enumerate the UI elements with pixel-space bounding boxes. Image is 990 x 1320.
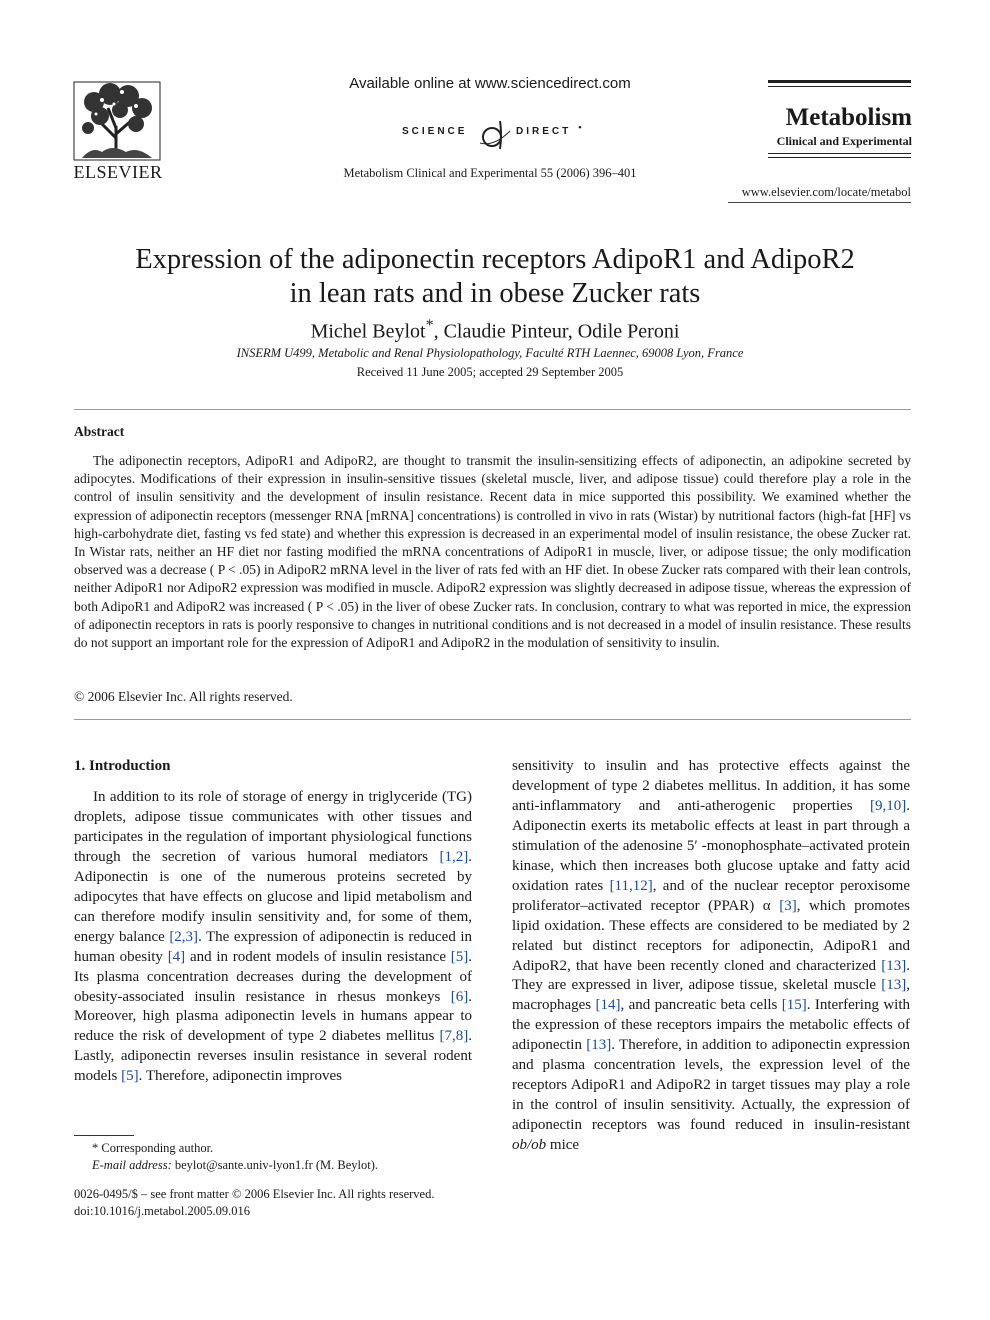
author-list <box>60 317 930 344</box>
article-title-line-1: Expression of the adiponectin receptors AdipoR1 and AdipoR2 <box>135 244 855 275</box>
citation-link[interactable]: [15] <box>781 997 807 1014</box>
publisher-name: ELSEVIER <box>73 162 163 182</box>
footnote-corresponding-author: * Corresponding author. <box>92 1141 214 1155</box>
header-divider <box>728 202 911 203</box>
italic-term: ob/ob <box>512 1137 547 1154</box>
abstract-heading: Abstract <box>74 424 125 439</box>
sciencedirect-asterisk-icon: • <box>578 122 582 134</box>
citation-link[interactable]: [2,3] <box>169 928 199 945</box>
journal-title: Metabolism <box>785 104 912 131</box>
introduction-paragraph-right: sensitivity to insulin and has protective effects against the development of type 2 diabetes mellitus. In addition, it has some anti-inflammatory and anti-atherogenic properties [9,10]. Adiponectin exerts its metabolic effects at least in part through a stimulation of the adenosine 5′ -monophosphate–activated protein kinase, which then increases both glucose uptake and fatty acid oxidation rates [11,12], and of the nuclear receptor peroxisome proliferator–activated receptor (PPAR) α [3], which promotes lipid oxidation. These effects are considered to be mediated by 2 related but distinct receptors for adiponectin, AdipoR1 and AdipoR2, that have been recently cloned and characterized [13]. They are expressed in liver, adipose tissue, skeletal muscle [13], macrophages [14], and pancreatic beta cells [15]. Interfering with the expression of these receptors impairs the metabolic effects of adiponectin [13]. Therefore, in addition to adiponectin expression and plasma concentration levels, the expression level of the receptors AdipoR1 and AdipoR2 in target tissues may play a role in the control of insulin sensitivity. Actually, the expression of adiponectin receptors was found reduced in insulin-resistant ob/ob mice <box>512 758 911 1154</box>
sciencedirect-d-icon <box>476 115 512 151</box>
sciencedirect-word-right: DIRECT <box>516 126 572 137</box>
citation-link[interactable]: [5] <box>121 1068 139 1085</box>
masthead-rule <box>768 80 911 83</box>
received-dates: Received 11 June 2005; accepted 29 September 2005 <box>356 365 624 379</box>
article-title-line-2: in lean rats and in obese Zucker rats <box>289 278 701 309</box>
citation-link[interactable]: [5] <box>450 948 469 965</box>
email-address-link[interactable]: beylot@sante.univ-lyon1.fr (M. Beylot). <box>171 1158 379 1172</box>
journal-url-link[interactable]: www.elsevier.com/locate/metabol <box>741 185 911 199</box>
footnote-rule <box>74 1135 134 1136</box>
section-heading-introduction: 1. Introduction <box>74 758 171 774</box>
corresponding-author-mark[interactable]: * <box>425 317 434 334</box>
abstract-bottom-rule <box>74 719 911 720</box>
abstract-copyright: © 2006 Elsevier Inc. All rights reserved. <box>74 689 293 704</box>
sciencedirect-logo <box>330 113 660 153</box>
issn-line: 0026-0495/$ – see front matter © 2006 Elsevier Inc. All rights reserved. <box>74 1187 435 1201</box>
citation-link[interactable]: [9,10] <box>870 797 907 814</box>
affiliation: INSERM U499, Metabolic and Renal Physiolopathology, Faculté RTH Laennec, 69008 Lyon, France <box>236 346 744 360</box>
email-label: E-mail address: <box>92 1158 172 1172</box>
citation-link[interactable]: [11,12] <box>609 877 653 894</box>
citation-link[interactable]: [13] <box>586 1037 612 1054</box>
author-primary: Michel Beylot <box>310 320 426 343</box>
masthead-rule <box>768 86 911 87</box>
author-others: , Claudie Pinteur, Odile Peroni <box>433 320 680 343</box>
citation-link[interactable]: [3] <box>779 897 797 914</box>
journal-citation: Metabolism Clinical and Experimental 55 (2006) 396–401 <box>343 166 637 180</box>
sciencedirect-word-left: SCIENCE <box>402 126 468 137</box>
citation-link[interactable]: [13] <box>881 977 907 994</box>
citation-link[interactable]: [6] <box>450 988 469 1005</box>
citation-link[interactable]: [13] <box>881 957 907 974</box>
abstract-text: The adiponectin receptors, AdipoR1 and AdipoR2, are thought to transmit the insulin-sensitizing effects of adiponectin, an adipokine secreted by adipocytes. Modifications of their expression in insulin-sensitive tissues (skeletal muscle, liver, and adipose tissue) could therefore play a role in the control of insulin sensitivity and the development of insulin resistance. Recent data in mice supported this possibility. We examined whether the expression of adiponectin receptors (messenger RNA [mRNA] concentrations) is controlled in vivo in rats (Wistar) by nutritional factors (high-fat [HF] vs high-carbohydrate diet, fasting vs fed state) and whether this expression is decreased in an experimental model of insulin resistance, the obese Zucker rat. In Wistar rats, neither an HF diet nor fasting modified the mRNA concentrations of AdipoR1 in muscle, liver, or adipose tissue; the only modification observed was a decrease ( P < .05) in AdipoR2 mRNA level in the liver of rats fed with an HF diet. In obese Zucker rats compared with their lean controls, neither AdipoR1 nor AdipoR2 expression was modified in muscle. AdipoR2 expression was slightly decreased in adipose tissue, whereas the expression of both AdipoR1 and AdipoR2 was increased ( P < .05) in the liver of obese Zucker rats. In conclusion, contrary to what was reported in mice, the expression of adiponectin receptors in rats is poorly responsive to changes in nutritional conditions and is not decreased in a model of insulin resistance. These results do not support an important role for the expression of AdipoR1 and AdipoR2 in the modulation of sensitivity to insulin. <box>74 453 911 651</box>
footnote-email <box>92 1158 378 1173</box>
introduction-paragraph-left: In addition to its role of storage of energy in triglyceride (TG) droplets, adipose tissue communicates with other tissues and participates in the regulation of important physiological functions through the secretion of various humoral mediators [1,2]. Adiponectin is one of the numerous proteins secreted by adipocytes that have effects on glucose and lipid metabolism and can therefore modify insulin sensitivity and, for some of them, energy balance [2,3]. The expression of adiponectin is reduced in human obesity [4] and in rodent models of insulin resistance [5]. Its plasma concentration decreases during the development of obesity-associated insulin resistance in rhesus monkeys [6]. Moreover, high plasma adiponectin levels in humans appear to reduce the risk of development of type 2 diabetes mellitus [7,8]. Lastly, adiponectin reverses insulin resistance in several rodent models [5]. Therefore, adiponectin improves <box>74 789 472 1085</box>
doi-link[interactable]: doi:10.1016/j.metabol.2005.09.016 <box>74 1204 251 1218</box>
journal-subtitle: Clinical and Experimental <box>776 134 912 148</box>
abstract-top-rule <box>74 409 911 410</box>
citation-link[interactable]: [7,8] <box>439 1028 469 1045</box>
citation-link[interactable]: [1,2] <box>439 848 469 865</box>
available-online-text: Available online at www.sciencedirect.com <box>349 75 631 92</box>
citation-link[interactable]: [14] <box>595 997 621 1014</box>
masthead-rule <box>768 153 911 154</box>
citation-link[interactable]: [4] <box>167 948 186 965</box>
masthead-rule <box>768 157 911 158</box>
elsevier-logo <box>72 80 164 182</box>
